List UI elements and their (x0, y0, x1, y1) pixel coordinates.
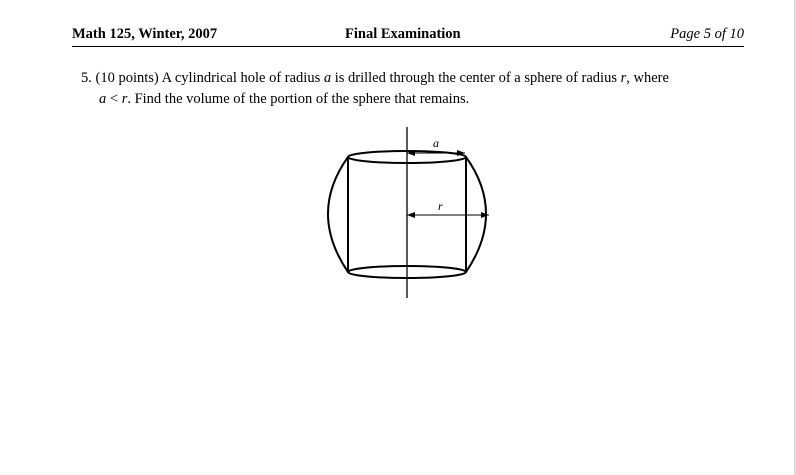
course-title: Math 125, Winter, 2007 (72, 26, 218, 42)
variable-r-line2: r (121, 91, 128, 107)
exam-title: Final Examination (345, 26, 461, 42)
sphere-cylinder-diagram (318, 122, 498, 304)
problem-points: (10 points) (95, 70, 159, 86)
label-r: r (438, 199, 443, 213)
page-number: Page 5 of 10 (670, 26, 744, 42)
problem-line-1 (81, 68, 751, 89)
variable-r: r (620, 70, 627, 86)
less-than-symbol: < (106, 91, 122, 107)
variable-a-line2: a (99, 91, 107, 107)
label-a: a (433, 136, 439, 150)
problem-text-4: . Find the volume of the portion of the sphere that remains. (127, 91, 470, 107)
problem-line-2 (81, 89, 751, 110)
variable-a: a (323, 70, 332, 86)
page-header (72, 24, 744, 47)
problem-statement (81, 68, 751, 110)
problem-text-3: , where (626, 70, 669, 86)
problem-number: 5. (81, 70, 92, 86)
problem-text-2: is drilled through the center of a sphere of radius (334, 70, 617, 86)
problem-text-1: A cylindrical hole of radius (161, 70, 321, 86)
sphere-left-arc (328, 157, 348, 272)
